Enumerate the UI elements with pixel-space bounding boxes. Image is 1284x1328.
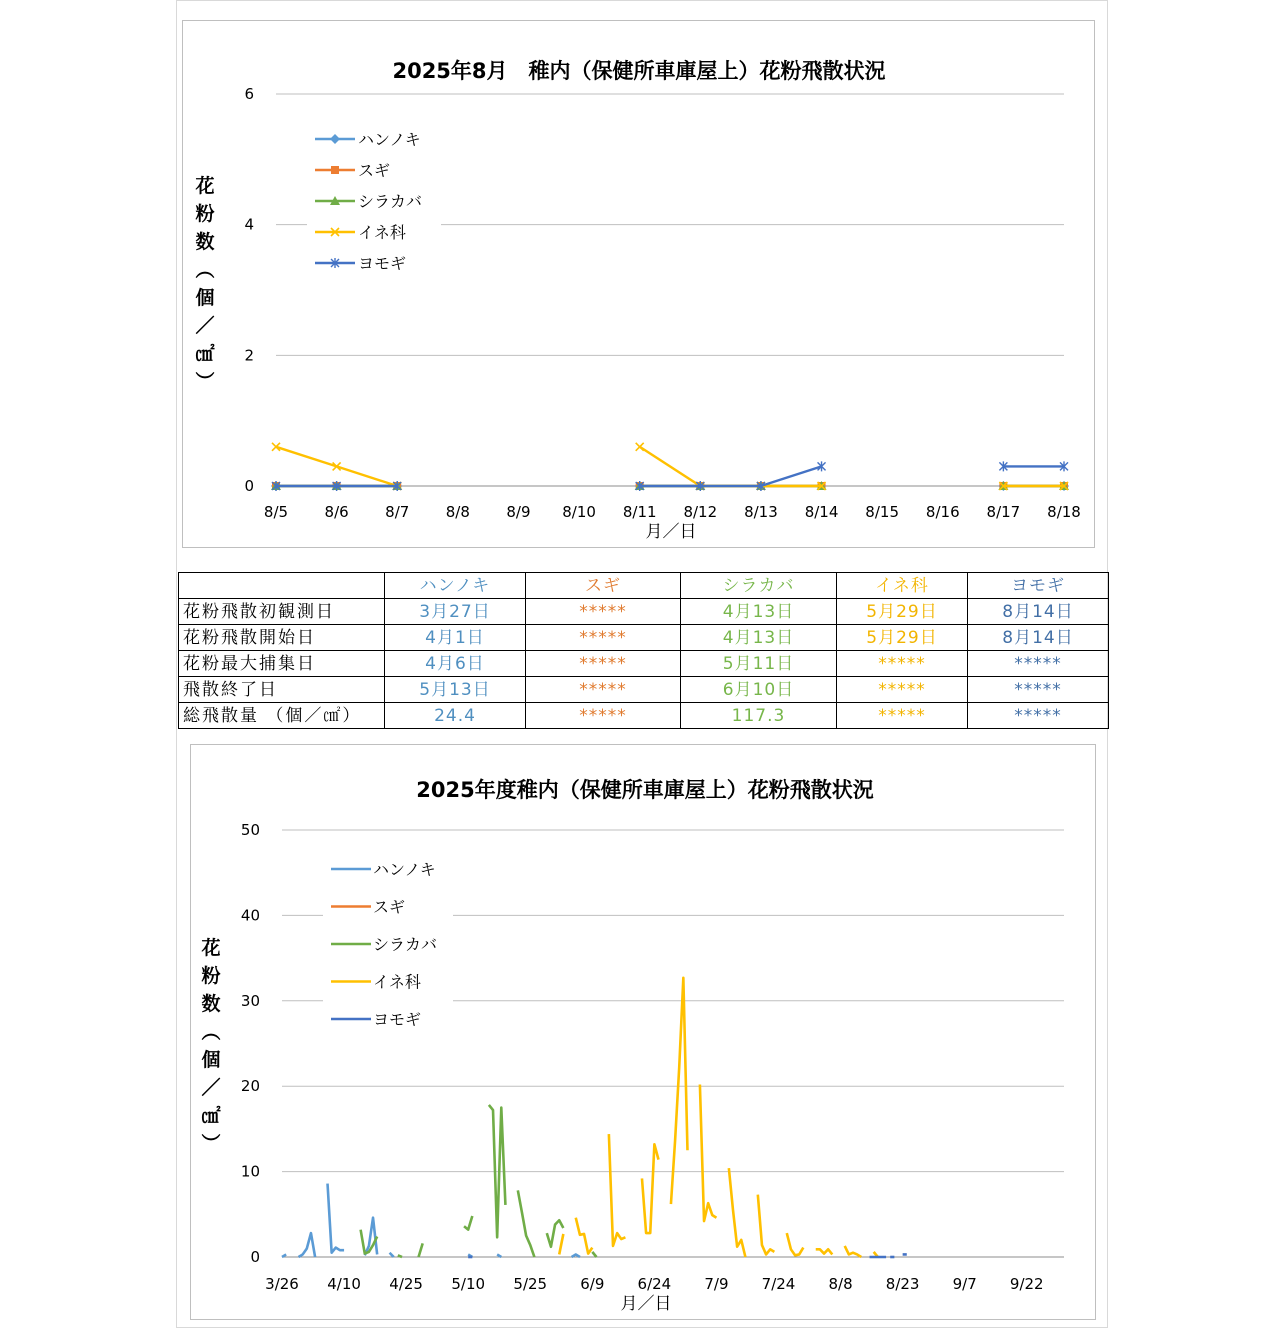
table-cell: 8月14日: [968, 625, 1109, 651]
table-header-cell: ヨモギ: [968, 573, 1109, 599]
table-cell: 5月11日: [681, 651, 837, 677]
monthly-x-tick-label: 8/11: [622, 503, 657, 521]
season-chart-legend: [323, 849, 453, 1045]
season-series-line: [419, 1243, 423, 1257]
table-cell: 4月6日: [385, 651, 526, 677]
legend-marker: [331, 166, 339, 174]
season-x-tick-label: 7/9: [704, 1275, 729, 1293]
monthly-x-tick-label: 8/12: [683, 503, 718, 521]
monthly-x-tick-label: 8/17: [986, 503, 1021, 521]
season-series-line: [592, 1252, 596, 1257]
season-y-tick-label: 10: [240, 1162, 260, 1181]
season-y-tick-label: 50: [240, 821, 260, 839]
season-chart-panel: [190, 744, 1096, 1320]
monthly-chart: [183, 21, 1096, 549]
legend-label: ハンノキ: [358, 130, 421, 149]
monthly-x-tick-label: 8/9: [506, 503, 531, 521]
season-series-line: [464, 1216, 472, 1230]
season-series-line: [559, 1234, 563, 1254]
monthly-series-3: [272, 443, 1068, 490]
season-series-line: [398, 1255, 402, 1257]
monthly-chart-title: 2025年8月 稚内（保健所車庫屋上）花粉飛散状況: [392, 59, 886, 83]
season-x-tick-label: 7/24: [761, 1275, 796, 1293]
table-cell: 117.3: [681, 703, 837, 729]
season-series-line: [642, 1144, 659, 1233]
monthly-x-tick-label: 8/6: [324, 503, 349, 521]
table-row: [179, 677, 1109, 703]
table-cell: *****: [968, 677, 1109, 703]
table-cell: 5月13日: [385, 677, 526, 703]
monthly-x-tick-label: 8/8: [445, 503, 470, 521]
table-cell: *****: [968, 651, 1109, 677]
season-chart: [191, 745, 1097, 1321]
season-series-line: [328, 1184, 345, 1253]
monthly-y-label-char: ／: [195, 315, 215, 337]
season-y-tick-label: 20: [240, 1077, 260, 1096]
season-series-2: [361, 1105, 597, 1257]
season-chart-y-axis-label: [200, 936, 221, 1155]
table-row: [179, 703, 1109, 729]
season-series-0: [282, 1184, 580, 1257]
season-y-label-char: 粉: [201, 965, 221, 987]
season-chart-x-axis-label: 月／日: [620, 1294, 672, 1314]
table-row-label: 花粉飛散初観測日: [179, 599, 385, 625]
legend-label: シラカバ: [373, 935, 438, 954]
monthly-y-tick-label: 2: [244, 346, 254, 365]
season-series-line: [700, 1084, 717, 1221]
table-header-cell: スギ: [526, 573, 681, 599]
table-cell: 6月10日: [681, 677, 837, 703]
season-x-tick-label: 4/25: [389, 1275, 423, 1293]
season-chart-title: 2025年度稚内（保健所車庫屋上）花粉飛散状況: [416, 778, 874, 802]
monthly-x-tick-label: 8/16: [925, 503, 960, 521]
season-series-line: [299, 1233, 316, 1257]
monthly-data-point: [636, 443, 644, 451]
season-y-label-char: ㎠: [201, 1105, 221, 1127]
monthly-chart-y-axis-label: [194, 174, 215, 393]
monthly-y-tick-label: 4: [244, 215, 254, 234]
table-cell: *****: [526, 599, 681, 625]
season-y-tick-label: 40: [240, 906, 260, 925]
monthly-chart-x-axis-label: 月／日: [645, 522, 697, 542]
season-x-tick-label: 5/25: [513, 1275, 548, 1293]
table-header-cell: イネ科: [837, 573, 968, 599]
season-x-tick-label: 3/26: [265, 1275, 299, 1293]
season-series-line: [845, 1246, 862, 1257]
table-header-row: [179, 573, 1109, 599]
season-x-tick-label: 9/22: [1009, 1275, 1044, 1293]
legend-label: ヨモギ: [373, 1010, 422, 1029]
season-x-tick-label: 5/10: [451, 1275, 486, 1293]
monthly-y-tick-label: 0: [244, 477, 254, 495]
legend-label: スギ: [373, 897, 406, 917]
season-series-line: [576, 1218, 593, 1254]
season-y-label-char: 花: [201, 937, 221, 959]
monthly-x-tick-label: 8/13: [744, 503, 778, 521]
season-series-line: [671, 978, 688, 1204]
season-y-label-char: ／: [201, 1077, 221, 1099]
table-row-label: 花粉最大捕集日: [179, 651, 385, 677]
legend-label: イネ科: [373, 972, 421, 992]
season-y-label-char: 個: [201, 1049, 221, 1071]
monthly-y-label-char: 粉: [195, 203, 215, 225]
monthly-x-tick-label: 8/7: [385, 503, 410, 521]
season-x-tick-label: 6/9: [580, 1275, 605, 1293]
monthly-x-tick-label: 8/10: [562, 503, 596, 521]
monthly-chart-panel: [182, 20, 1095, 548]
table-header-cell: [179, 573, 385, 599]
season-series-line: [758, 1195, 775, 1255]
table-row-label: 総飛散量 （個／㎠）: [179, 703, 385, 729]
monthly-x-tick-label: 8/14: [804, 503, 839, 521]
table-cell: *****: [968, 703, 1109, 729]
table-cell: *****: [526, 625, 681, 651]
season-x-tick-label: 8/8: [828, 1275, 853, 1293]
monthly-series-line: [640, 447, 822, 486]
season-y-label-char: ︵: [201, 1021, 221, 1043]
table-cell: *****: [837, 703, 968, 729]
table-cell: 4月13日: [681, 599, 837, 625]
monthly-x-tick-label: 8/15: [865, 503, 899, 521]
table-cell: 3月27日: [385, 599, 526, 625]
monthly-y-label-char: ㎠: [195, 343, 215, 365]
season-y-tick-label: 0: [250, 1248, 260, 1266]
table-row-label: 花粉飛散開始日: [179, 625, 385, 651]
table-row: [179, 625, 1109, 651]
season-x-tick-label: 6/24: [637, 1275, 672, 1293]
legend-label: ハンノキ: [373, 860, 436, 879]
season-x-tick-label: 9/7: [952, 1275, 977, 1293]
season-y-label-char: ︶: [201, 1133, 221, 1155]
pollen-stats-table: [178, 572, 1109, 729]
table-cell: 5月29日: [837, 599, 968, 625]
table-cell: 8月14日: [968, 599, 1109, 625]
season-y-tick-label: 30: [240, 991, 260, 1010]
season-y-label-char: 数: [201, 993, 221, 1015]
monthly-y-label-char: ︵: [195, 259, 215, 281]
season-series-line: [518, 1190, 535, 1257]
season-x-tick-label: 4/10: [327, 1275, 361, 1293]
monthly-y-label-char: ︶: [195, 371, 215, 393]
table-cell: *****: [526, 703, 681, 729]
legend-label: スギ: [358, 161, 391, 180]
table-header-cell: シラカバ: [681, 573, 837, 599]
season-series-line: [816, 1249, 833, 1254]
season-series-line: [787, 1233, 804, 1255]
season-series-line: [390, 1253, 394, 1257]
table-row: [179, 599, 1109, 625]
table-cell: 4月13日: [681, 625, 837, 651]
monthly-series-line: [640, 466, 822, 486]
legend-label: イネ科: [358, 223, 406, 242]
monthly-x-tick-label: 8/18: [1047, 503, 1081, 521]
monthly-x-tick-label: 8/5: [263, 503, 289, 521]
legend-label: ヨモギ: [358, 254, 407, 273]
monthly-y-label-char: 数: [195, 231, 215, 253]
monthly-chart-legend: [307, 124, 441, 286]
table-cell: *****: [837, 651, 968, 677]
table-cell: *****: [526, 677, 681, 703]
table-cell: 24.4: [385, 703, 526, 729]
table-header-cell: ハンノキ: [385, 573, 526, 599]
season-series-line: [729, 1168, 746, 1257]
table-row-label: 飛散終了日: [179, 677, 385, 703]
season-series-line: [609, 1134, 626, 1246]
monthly-y-label-char: 個: [195, 287, 215, 309]
monthly-y-tick-label: 6: [244, 85, 254, 103]
table-cell: *****: [526, 651, 681, 677]
monthly-y-label-char: 花: [195, 175, 215, 197]
legend-label: シラカバ: [358, 192, 423, 211]
season-x-tick-label: 8/23: [885, 1275, 920, 1293]
table-cell: 5月29日: [837, 625, 968, 651]
table-row: [179, 651, 1109, 677]
table-cell: *****: [837, 677, 968, 703]
table-cell: 4月1日: [385, 625, 526, 651]
season-series-3: [559, 978, 878, 1257]
